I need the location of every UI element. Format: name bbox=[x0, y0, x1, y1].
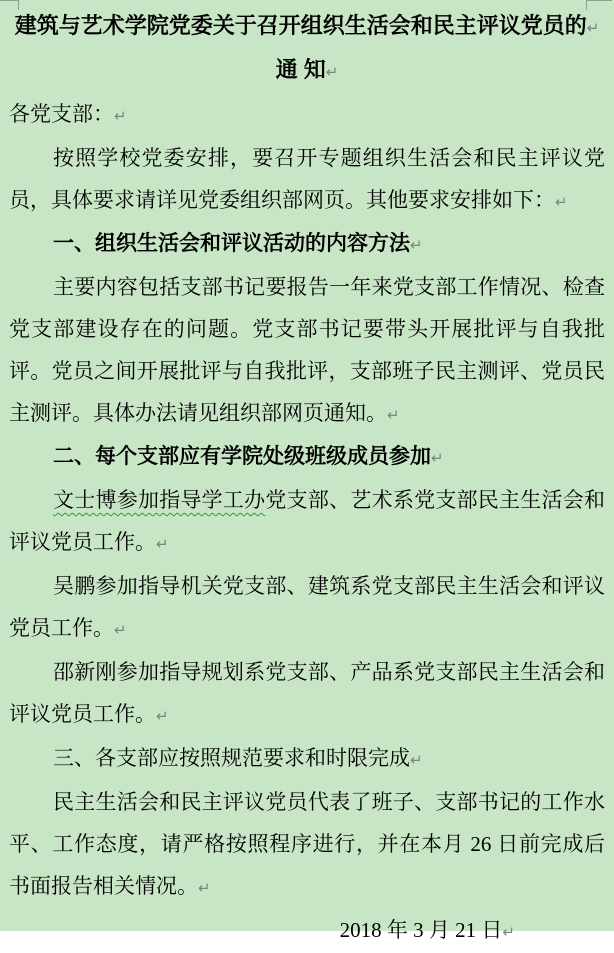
paragraph-mark-icon: ↵ bbox=[156, 535, 169, 553]
paragraph-mark-icon: ↵ bbox=[410, 236, 423, 254]
paragraph-mark-icon: ↵ bbox=[198, 879, 211, 897]
notice-title-line1 bbox=[9, 5, 605, 49]
paragraph-mark-icon: ↵ bbox=[410, 751, 423, 769]
notice-subtitle-text: 通 知 bbox=[275, 57, 326, 82]
paragraph-mark-icon: ↵ bbox=[431, 449, 444, 467]
heading-section-1: 一、组织生活会和评议活动的内容方法↵ bbox=[53, 232, 423, 255]
document-text-area[interactable] bbox=[9, 0, 605, 953]
paragraph-mark-icon: ↵ bbox=[156, 707, 169, 725]
paragraph-mark-icon: ↵ bbox=[555, 193, 568, 211]
date-line: 2018 年 3 月 21 日↵ bbox=[339, 918, 515, 942]
paragraph-mark-icon: ↵ bbox=[387, 406, 400, 424]
notice-title-line2 bbox=[9, 49, 605, 93]
heading-section-3: 三、各支部应按照规范要求和时限完成↵ bbox=[53, 746, 423, 770]
salutation: 各党支部：↵ bbox=[9, 102, 127, 126]
paragraph-mark-icon: ↵ bbox=[114, 621, 127, 639]
spellcheck-underlined-text: 文士博参加指导学工办 bbox=[53, 488, 266, 512]
paragraph-section-1-body: 主要内容包括支部书记要报告一年来党支部工作情况、检查党支部建设存在的问题。党支部书记要带头开展批评与自我批评。党员之间开展批评与自我批评，支部班子民主测评、党员民主测评。具体办法请见组织部网页通知。↵ bbox=[9, 275, 605, 425]
paragraph-section-3-body: 民主生活会和民主评议党员代表了班子、支部书记的工作水平、工作态度，请严格按照程序进行，并在本月 26 日前完成后书面报告相关情况。↵ bbox=[9, 790, 605, 898]
paragraph-mark-icon: ↵ bbox=[325, 63, 339, 81]
notice-title-text: 建筑与艺术学院党委关于召开组织生活会和民主评议党员的 bbox=[14, 13, 587, 38]
paragraph-mark-icon: ↵ bbox=[586, 19, 600, 37]
paragraph-wen-shibo: 文士博参加指导学工办党支部、艺术系党支部民主生活会和评议党员工作。↵ bbox=[9, 488, 606, 554]
paragraph-intro: 按照学校党委安排，要召开专题组织生活会和民主评议党员，具体要求请详见党委组织部网页。其他要求安排如下：↵ bbox=[9, 146, 605, 212]
paragraph-mark-icon: ↵ bbox=[114, 107, 127, 125]
paragraph-mark-icon: ↵ bbox=[502, 923, 515, 941]
heading-section-2: 二、每个支部应有学院处级班级成员参加↵ bbox=[53, 445, 444, 468]
paragraph-shao-xingang: 邵新刚参加指导规划系党支部、产品系党支部民主生活会和评议党员工作。↵ bbox=[9, 660, 605, 726]
paragraph-wu-peng: 吴鹏参加指导机关党支部、建筑系党支部民主生活会和评议党员工作。↵ bbox=[9, 574, 605, 640]
